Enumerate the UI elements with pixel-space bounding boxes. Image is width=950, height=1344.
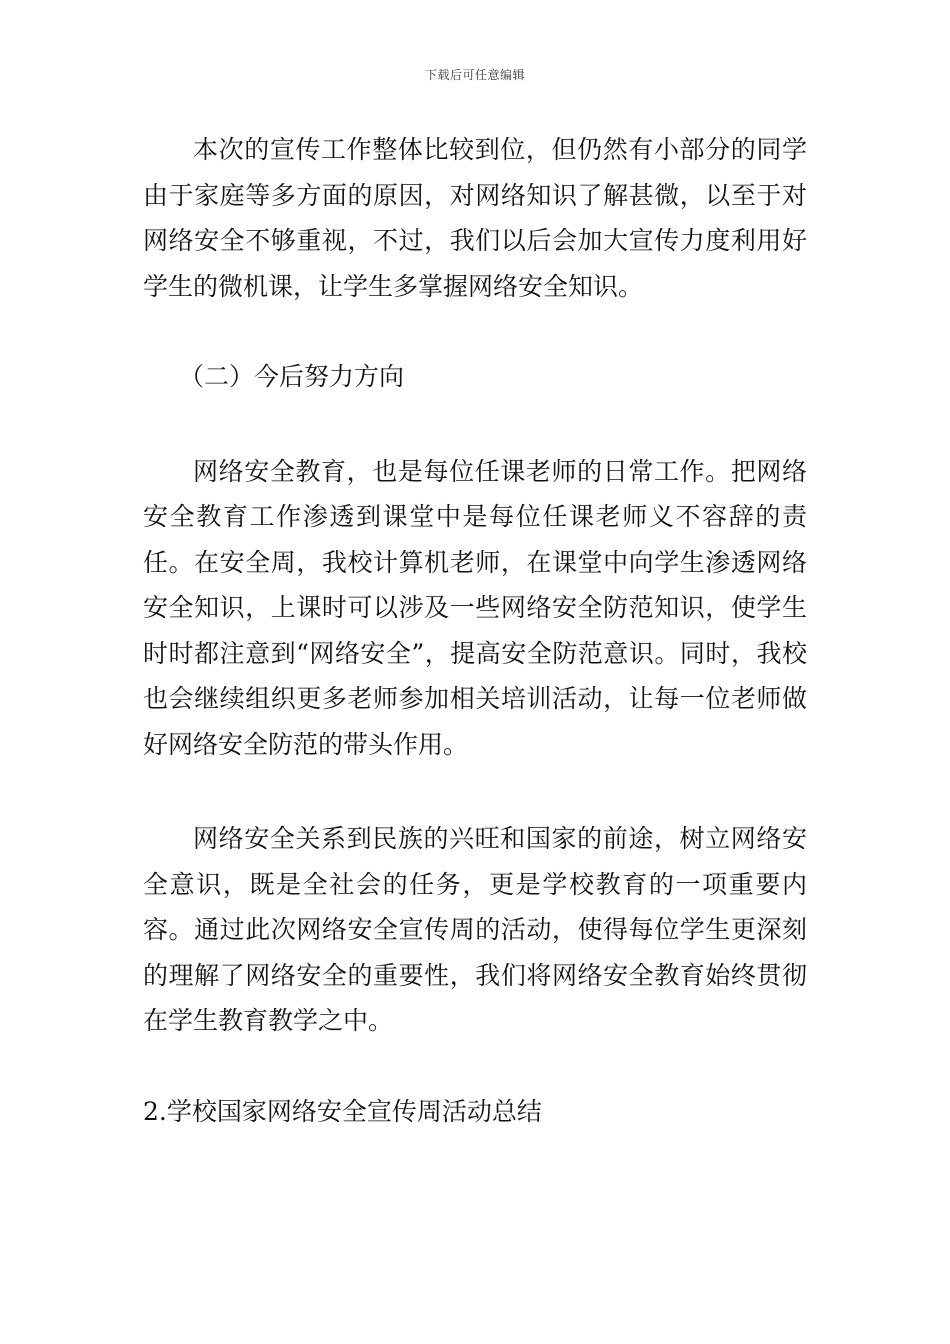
- section-heading-future-direction: （二）今后努力方向: [179, 362, 405, 391]
- paragraph-teacher-duty: 网络安全教育，也是每位任课老师的日常工作。把网络安全教育工作渗透到课堂中是每位任课老师义不容辞的责任。在安全周，我校计算机老师，在课堂中向学生渗透网络安全知识，上课时可以涉及一些网络安全防范知识，使学生时时都注意到“网络安全”，提高安全防范意识。同时，我校也会继续组织更多老师参加相关培训活动，让每一位老师做好网络安全防范的带头作用。: [143, 456, 807, 759]
- page-header: 下载后可任意编辑: [424, 68, 525, 82]
- article-heading-activity-summary: 2.学校国家网络安全宣传周活动总结: [143, 1096, 542, 1126]
- document-body: [143, 127, 807, 1134]
- paragraph-publicity-summary: 本次的宣传工作整体比较到位，但仍然有小部分的同学由于家庭等多方面的原因，对网络知识了解甚微，以至于对网络安全不够重视，不过，我们以后会加大宣传力度利用好学生的微机课，让学生多掌握网络安全知识。: [143, 135, 807, 301]
- paragraph-national-importance: 网络安全关系到民族的兴旺和国家的前途，树立网络安全意识，既是全社会的任务，更是学校教育的一项重要内容。通过此次网络安全宣传周的活动，使得每位学生更深刻的理解了网络安全的重要性，我们将网络安全教育始终贯彻在学生教育教学之中。: [143, 824, 807, 1035]
